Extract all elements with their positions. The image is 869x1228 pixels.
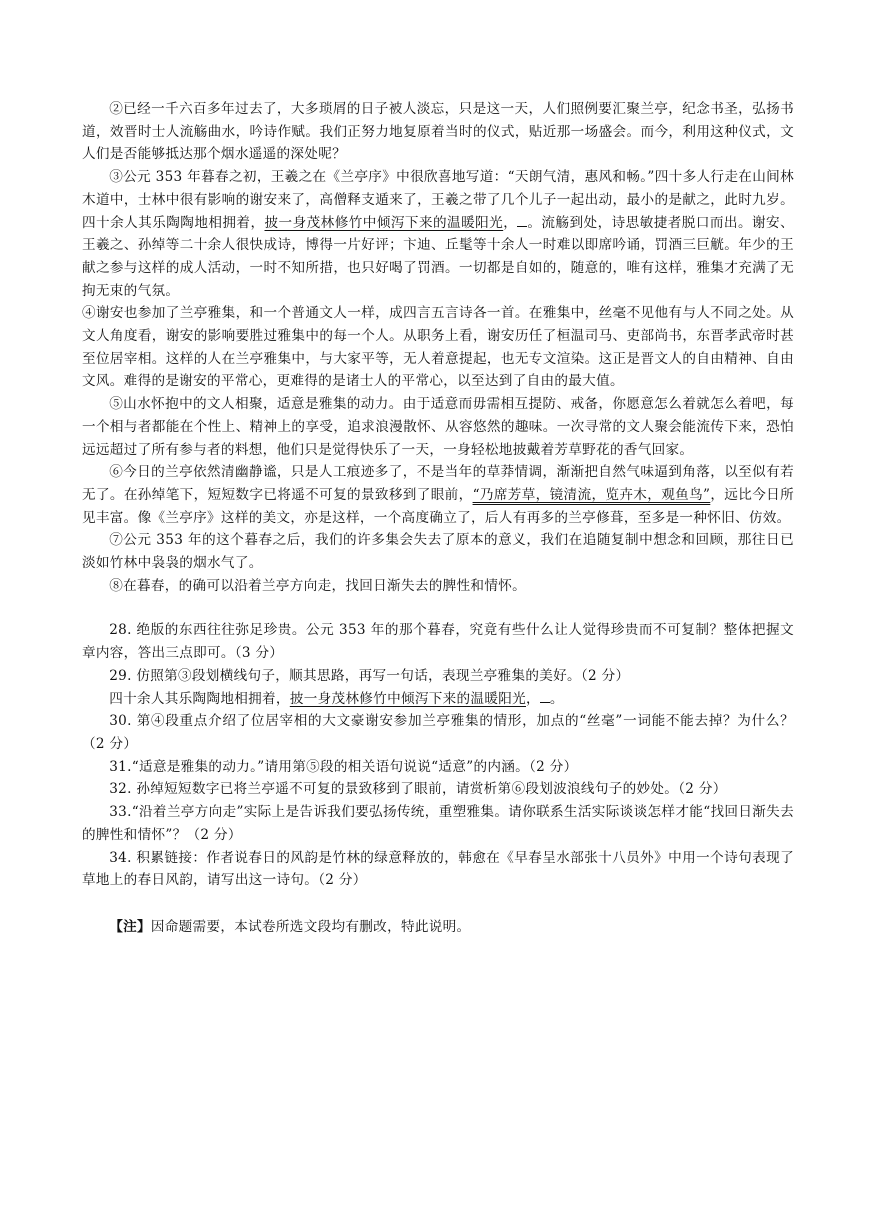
question-30: 30. 第④段重点介绍了位居宰相的大文豪谢安参加兰亭雅集的情形，加点的“丝毫”一词能不能去掉？为什么？（2 分）	[82, 713, 794, 752]
fill-blank[interactable]	[517, 214, 527, 227]
question-32: 32. 孙绰短短数字已将兰亭遥不可复的景致移到了眼前，请赏析第⑥段划波浪线句子的妙处。（2 分）	[109, 781, 727, 798]
q29-period: 。	[549, 690, 564, 707]
paragraph-3	[82, 166, 794, 302]
q29-underlined-sentence: 披一身茂林修竹中倾泻下来的温暖阳光	[289, 690, 527, 707]
exam-note	[82, 916, 794, 939]
paragraph-6	[82, 461, 794, 529]
paragraph-7: ⑦公元 353 年的这个暮春之后，我们的许多集会失去了原本的意义，我们在追随复制中想念和回顾，那往日已淡如竹林中袅袅的烟水气了。	[82, 532, 794, 572]
paragraph-4: ④谢安也参加了兰亭雅集，和一个普通文人一样，成四言五言诗各一首。在雅集中，丝毫不见他有与人不同之处。从文人角度看，谢安的影响要胜过雅集中的每一个人。从职务上看，谢安历任了桓温司马、吏部尚书，东晋孝武帝时甚至位居宰相。这样的人在兰亭雅集中，与大家平等，无人着意提起，也无专文渲染。这正是晋文人的自由精神、自由文风。难得的是谢安的平常心，更难得的是诸士人的平常心，以至达到了自由的最大值。	[82, 305, 794, 390]
question-28: 28. 绝版的东西往往弥足珍贵。公元 353 年的那个暮春，究竟有些什么让人觉得珍贵而不可复制？整体把握文章内容，答出三点即可。（3 分）	[82, 622, 794, 662]
underlined-sentence: 披一身茂林修竹中倾泻下来的温暖阳光	[264, 214, 504, 231]
paragraph-8: ⑧在暮春，的确可以沿着兰亭方向走，找回日渐失去的脾性和情怀。	[109, 577, 526, 594]
wavy-underlined-sentence: “乃席芳草，镜清流，览卉木，观鱼鸟”	[472, 486, 711, 503]
section-gap	[82, 597, 794, 619]
paragraph-2: ②已经一千六百多年过去了，大多琐屑的日子被人淡忘，只是这一天，人们照例要汇聚兰亭，纪念书圣，弘扬书道，效晋时士人流觞曲水，吟诗作赋。我们正努力地复原着当时的仪式，贴近那一场盛会。而今，利用这种仪式，文人们是否能够抵达那个烟水遥遥的深处呢？	[82, 101, 794, 163]
exam-page	[82, 98, 794, 939]
paragraph-5: ⑤山水怀抱中的文人相聚，适意是雅集的动力。由于适意而毋需相互提防、戒备，你愿意怎么着就怎么着吧，每一个相与者都能在个性上、精神上的享受，追求浪漫散怀、从容悠然的趣味。一次寻常的文人聚会能流传下来，恐怕远远超过了所有参与者的料想，他们只是觉得快乐了一天，一身轻松地披戴着芳草野花的香气回家。	[82, 396, 794, 458]
paragraph-3-text-a: ③公元 353 年暮春之初，王羲之在《兰亭序》中很欣喜地写道：“天朗气清，惠风和畅。”四十多人行走在山间林木道中，士林中很有影响的谢安来了，高僧释支遁来了，王羲之带了几个儿子一起出动，最小的是献之，此时九岁。四十余人其乐陶陶地相拥着，	[82, 169, 794, 231]
note-tag: 【注】	[109, 918, 151, 935]
question-29: 29. 仿照第③段划横线句子，顺其思路，再写一句话，表现兰亭雅集的美好。（2 分）	[109, 667, 630, 684]
note-text: 因命题需要，本试卷所选文段均有删改，特此说明。	[150, 918, 471, 935]
q29-example-text-a: 四十余人其乐陶陶地相拥着，	[109, 690, 290, 707]
paragraph-3-text-c: 。流觞到处，诗思敏捷者脱口而出。谢安、王羲之、孙绰等二十余人很快成诗，博得一片好评；卞迪、丘髦等十余人一时难以即席吟诵，罚酒三巨觥。年少的王献之参与这样的成人活动，一时不知所措，也只好喝了罚酒。一切都是自如的，随意的，唯有这样，雅集才充满了无拘无束的气氛。	[82, 214, 794, 299]
paragraph-6-text-b: ，远比今日所见丰富。像《兰亭序》这样的美文，亦是这样，一个高度确立了，后人有再多的兰亭修葺，至多是一种怀旧、仿效。	[82, 486, 794, 526]
paragraph-6-text-a: ⑥今日的兰亭依然清幽静谧，只是人工痕迹多了，不是当年的草莽情调，渐渐把自然气味逼到角落，以至似有若无了。在孙绰笔下，短短数字已将遥不可复的景致移到了眼前，	[82, 464, 794, 503]
question-34: 34. 积累链接：作者说春日的风韵是竹林的绿意释放的，韩愈在《早春呈水部张十八员外》中用一个诗句表现了草地上的春日风韵，请写出这一诗句。（2 分）	[82, 849, 794, 889]
q29-comma: ，	[526, 690, 540, 707]
q29-fill-blank[interactable]	[540, 690, 550, 703]
question-31: 31.“适意是雅集的动力。”请用第⑤段的相关语句说说“适意”的内涵。（2 分）	[109, 758, 578, 775]
question-29-example	[82, 688, 794, 711]
question-33: 33.“沿着兰亭方向走”实际上是告诉我们要弘扬传统，重塑雅集。请你联系生活实际谈谈怎样才能“找回日渐失去的脾性和情怀”？（2 分）	[82, 804, 794, 843]
paragraph-3-comma: ，	[503, 214, 518, 231]
